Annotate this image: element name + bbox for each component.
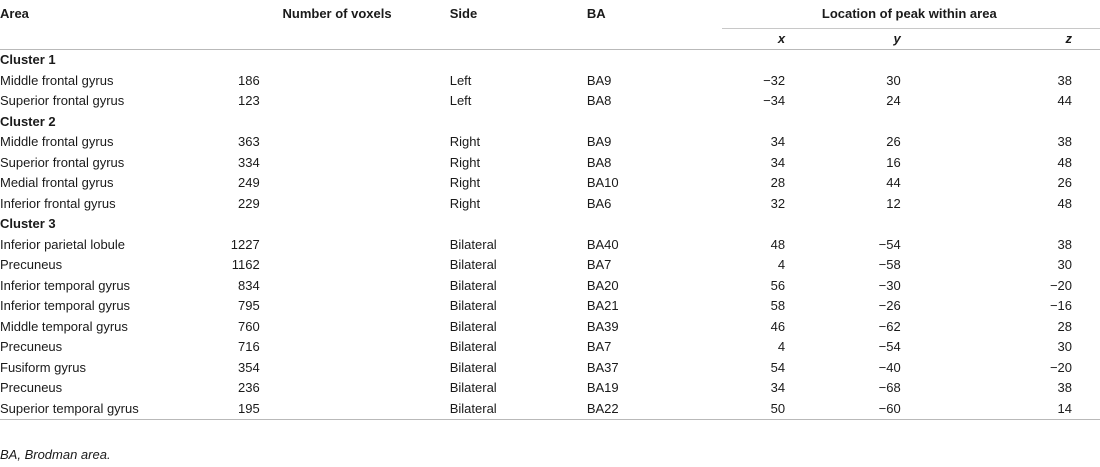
cell-x: −34 [763,93,786,108]
header-location: Location of peak within area [722,0,1100,29]
cell-z: −20 [1049,359,1072,375]
cell-z: 44 [1057,93,1072,108]
cell-z: 38 [1057,72,1072,88]
cell-voxels: 334 [238,154,260,170]
cell-side: Bilateral [449,318,497,334]
cell-z: −16 [1049,298,1072,313]
table-row [0,276,1100,297]
cell-z: 38 [1057,236,1072,252]
cell-y: 12 [886,195,901,211]
cell-y: 24 [886,93,901,108]
cell-x: 58 [770,298,786,313]
cell-ba: BA8 [586,154,612,170]
header-ba: BA [586,6,606,22]
cell-x: 46 [770,318,786,334]
table-row [0,255,1100,276]
cluster-label: Cluster 3 [0,216,56,231]
cell-ba: BA40 [586,236,619,252]
cell-x: 56 [770,277,786,293]
table-footnote: BA, Brodman area. [0,447,111,462]
cell-side: Bilateral [449,298,497,313]
cell-y: 26 [886,134,901,149]
cell-ba: BA39 [586,318,619,334]
cell-ba: BA37 [586,359,619,375]
cell-z: 30 [1057,339,1072,354]
cell-y: −26 [878,298,901,313]
cell-area: Precuneus [0,380,63,395]
cell-ba: BA7 [586,339,612,354]
cell-voxels: 1162 [231,257,260,272]
cell-area: Superior temporal gyrus [0,400,139,416]
table-row [0,71,1100,92]
cell-voxels: 716 [238,339,260,354]
table-row [0,358,1100,379]
cell-side: Left [449,72,472,88]
cell-voxels: 795 [238,298,260,313]
cell-y: −40 [878,359,901,375]
cell-side: Right [449,175,481,190]
header-y: y [893,31,901,46]
cell-area: Precuneus [0,339,63,354]
header-x: x [777,31,786,46]
header-voxels: Number of voxels [282,6,392,22]
cell-x: 4 [777,257,786,272]
cell-side: Bilateral [449,380,497,395]
cell-ba: BA8 [586,93,612,108]
table-row [0,378,1100,399]
cell-area: Inferior parietal lobule [0,236,126,252]
cluster-label: Cluster 2 [0,113,56,129]
cell-side: Bilateral [449,359,497,375]
cell-area: Medial frontal gyrus [0,175,114,190]
table-row [0,132,1100,153]
table-row [0,317,1100,338]
cell-area: Precuneus [0,257,63,272]
cell-y: −54 [878,236,901,252]
cluster-row [0,112,1100,133]
subheader-row [0,29,1100,50]
cell-x: 34 [770,380,786,395]
cell-ba: BA9 [586,134,612,149]
cell-side: Bilateral [449,236,497,252]
cell-y: −30 [878,277,901,293]
table-row [0,153,1100,174]
table-row [0,91,1100,112]
cell-x: 50 [770,400,786,416]
cell-area: Middle frontal gyrus [0,72,114,88]
cell-x: 48 [770,236,786,252]
cell-y: −62 [878,318,901,334]
cell-voxels: 123 [238,93,260,108]
header-side: Side [449,6,478,22]
cell-side: Left [449,93,472,108]
cell-y: −60 [878,400,901,416]
cell-side: Right [449,195,481,211]
cell-area: Inferior frontal gyrus [0,195,116,211]
cell-ba: BA6 [586,195,612,211]
cluster-row [0,50,1100,71]
cell-x: 34 [770,134,786,149]
cell-y: −68 [878,380,901,395]
header-row [0,0,1100,29]
table-row [0,235,1100,256]
cell-voxels: 760 [238,318,260,334]
cell-z: 30 [1057,257,1072,272]
cell-side: Bilateral [449,277,497,293]
cell-area: Inferior temporal gyrus [0,298,131,313]
cell-y: −58 [878,257,901,272]
cell-z: 38 [1057,134,1072,149]
cell-x: 32 [770,195,786,211]
cell-side: Right [449,154,481,170]
cell-x: 54 [770,359,786,375]
cell-voxels: 229 [238,195,260,211]
cell-ba: BA21 [586,298,619,313]
cell-y: −54 [878,339,901,354]
cell-y: 30 [886,72,901,88]
cell-z: −20 [1049,277,1072,293]
cell-voxels: 834 [238,277,260,293]
cell-ba: BA19 [586,380,619,395]
cell-area: Middle temporal gyrus [0,318,128,334]
cell-voxels: 195 [238,400,260,416]
table-body [0,50,1100,420]
cell-z: 38 [1057,380,1072,395]
cell-voxels: 354 [238,359,260,375]
cell-z: 26 [1057,175,1072,190]
cell-x: 34 [770,154,786,170]
cell-z: 48 [1057,154,1072,170]
cell-voxels: 249 [238,175,260,190]
table-row [0,173,1100,194]
cell-side: Bilateral [449,400,497,416]
cell-z: 28 [1057,318,1072,334]
cell-voxels: 236 [238,380,260,395]
cell-side: Right [449,134,481,149]
cell-ba: BA10 [586,175,619,190]
cell-x: −32 [763,72,786,88]
cell-side: Bilateral [449,339,497,354]
table-row [0,194,1100,215]
cell-y: 44 [886,175,901,190]
cell-area: Fusiform gyrus [0,359,86,375]
header-z: z [1065,31,1072,46]
cell-ba: BA22 [586,400,619,416]
cell-voxels: 1227 [230,236,260,252]
cell-x: 28 [770,175,786,190]
table-row [0,337,1100,358]
cell-ba: BA7 [586,257,612,272]
cell-z: 14 [1057,400,1072,416]
cell-area: Middle frontal gyrus [0,134,114,149]
cell-side: Bilateral [449,257,497,272]
cell-ba: BA20 [586,277,619,293]
cell-y: 16 [886,154,901,170]
cell-x: 4 [777,339,786,354]
cluster-row [0,214,1100,235]
cell-ba: BA9 [586,72,612,88]
cell-voxels: 363 [238,134,260,149]
header-area: Area [0,6,29,22]
cell-z: 48 [1057,195,1072,211]
cell-area: Superior frontal gyrus [0,93,125,108]
table-row [0,399,1100,420]
cell-area: Inferior temporal gyrus [0,277,131,293]
cell-voxels: 186 [238,72,260,88]
cell-area: Superior frontal gyrus [0,154,125,170]
cluster-label: Cluster 1 [0,52,56,67]
table-row [0,296,1100,317]
